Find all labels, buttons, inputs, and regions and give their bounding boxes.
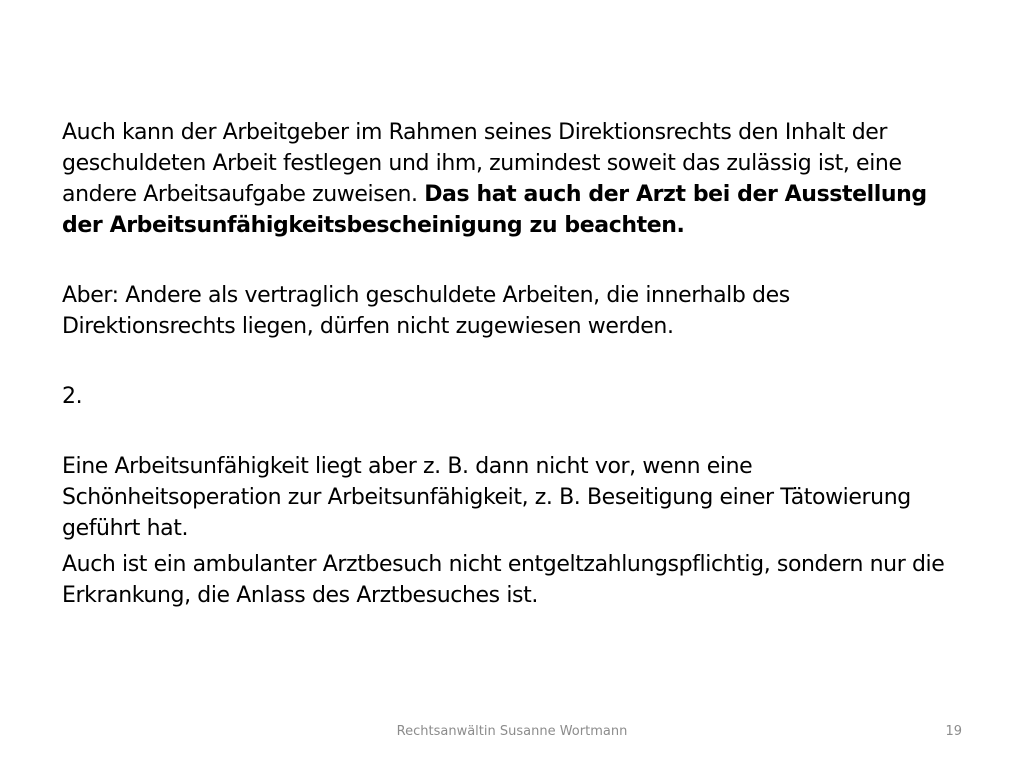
slide-body — [62, 117, 967, 611]
paragraph-arztbesuch: Auch ist ein ambulanter Arztbesuch nicht entgeltzahlungspflichtig, sondern nur die Erkrankung, die Anlass des Arztbesuches ist. — [62, 552, 945, 608]
paragraph-direktionsrecht-text: Auch kann der Arbeitgeber im Rahmen seines Direktionsrechts den Inhalt der geschuldeten Arbeit festlegen und ihm, zumindest soweit das zulässig ist, eine andere Arbeitsaufgabe zuweisen. — [62, 120, 902, 207]
footer-author: Rechtsanwältin Susanne Wortmann — [396, 724, 628, 739]
paragraph-direktionsrecht-bold-text: Das hat auch der Arzt bei der Ausstellung der Arbeitsunfähigkeitsbescheinigung zu beachten. — [62, 182, 927, 238]
paragraph-direktionsrecht — [62, 117, 967, 241]
paragraph-number: 2. — [62, 384, 83, 409]
slide-page-number: 19 — [945, 724, 962, 739]
paragraph-aber: Aber: Andere als vertraglich geschuldete Arbeiten, die innerhalb des Direktionsrechts liegen, dürfen nicht zugewiesen werden. — [62, 283, 790, 339]
paragraph-schoenheitsoperation: Eine Arbeitsunfähigkeit liegt aber z. B. dann nicht vor, wenn eine Schönheitsoperation zur Arbeitsunfähigkeit, z. B. Beseitigung einer Tätowierung geführt hat. — [62, 454, 911, 541]
